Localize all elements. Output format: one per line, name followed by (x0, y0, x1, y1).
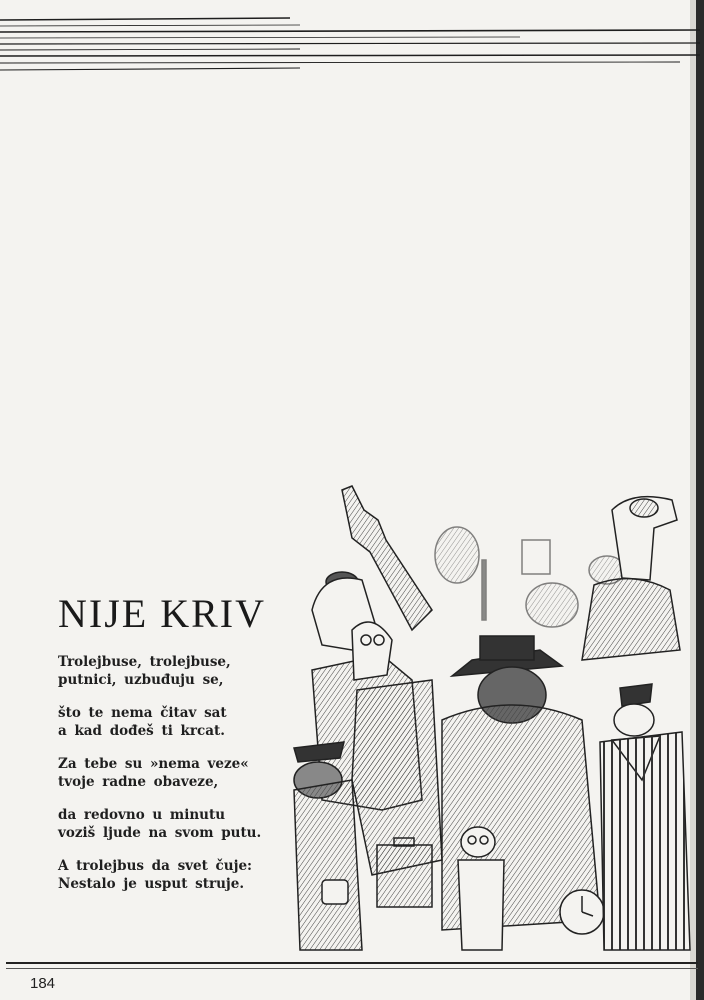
poem-stanza (58, 756, 298, 791)
poem-line: Za tebe su »nema veze« (58, 756, 249, 772)
poem-stanza (58, 807, 298, 842)
poem-line: A trolejbus da svet čuje: (58, 858, 253, 874)
poem-line: tvoje radne obaveze, (58, 773, 219, 790)
poem-line: voziš ljude na svom putu. (58, 824, 262, 841)
poem-line: da redovno u minutu (58, 807, 226, 823)
page-number: 184 (30, 975, 56, 992)
poem-stanza (58, 858, 298, 893)
poem-body (58, 654, 298, 909)
crowd-illustration (282, 480, 696, 960)
poem-line: Nestalo je usput struje. (58, 875, 245, 892)
footer-rule (6, 962, 698, 964)
poem-title: NIJE KRIV (58, 591, 266, 636)
footer-rule-thin (6, 968, 698, 969)
poem-line: što te nema čitav sat (58, 705, 227, 721)
poem-stanza (58, 654, 298, 689)
poem-line: Trolejbuse, trolejbuse, (58, 654, 231, 670)
poem-stanza (58, 705, 298, 740)
book-spine (696, 0, 704, 1000)
poem-line: a kad dođeš ti krcat. (58, 722, 225, 739)
decorative-header-lines (0, 8, 700, 78)
poem-line: putnici, uzbuđuju se, (58, 671, 224, 688)
